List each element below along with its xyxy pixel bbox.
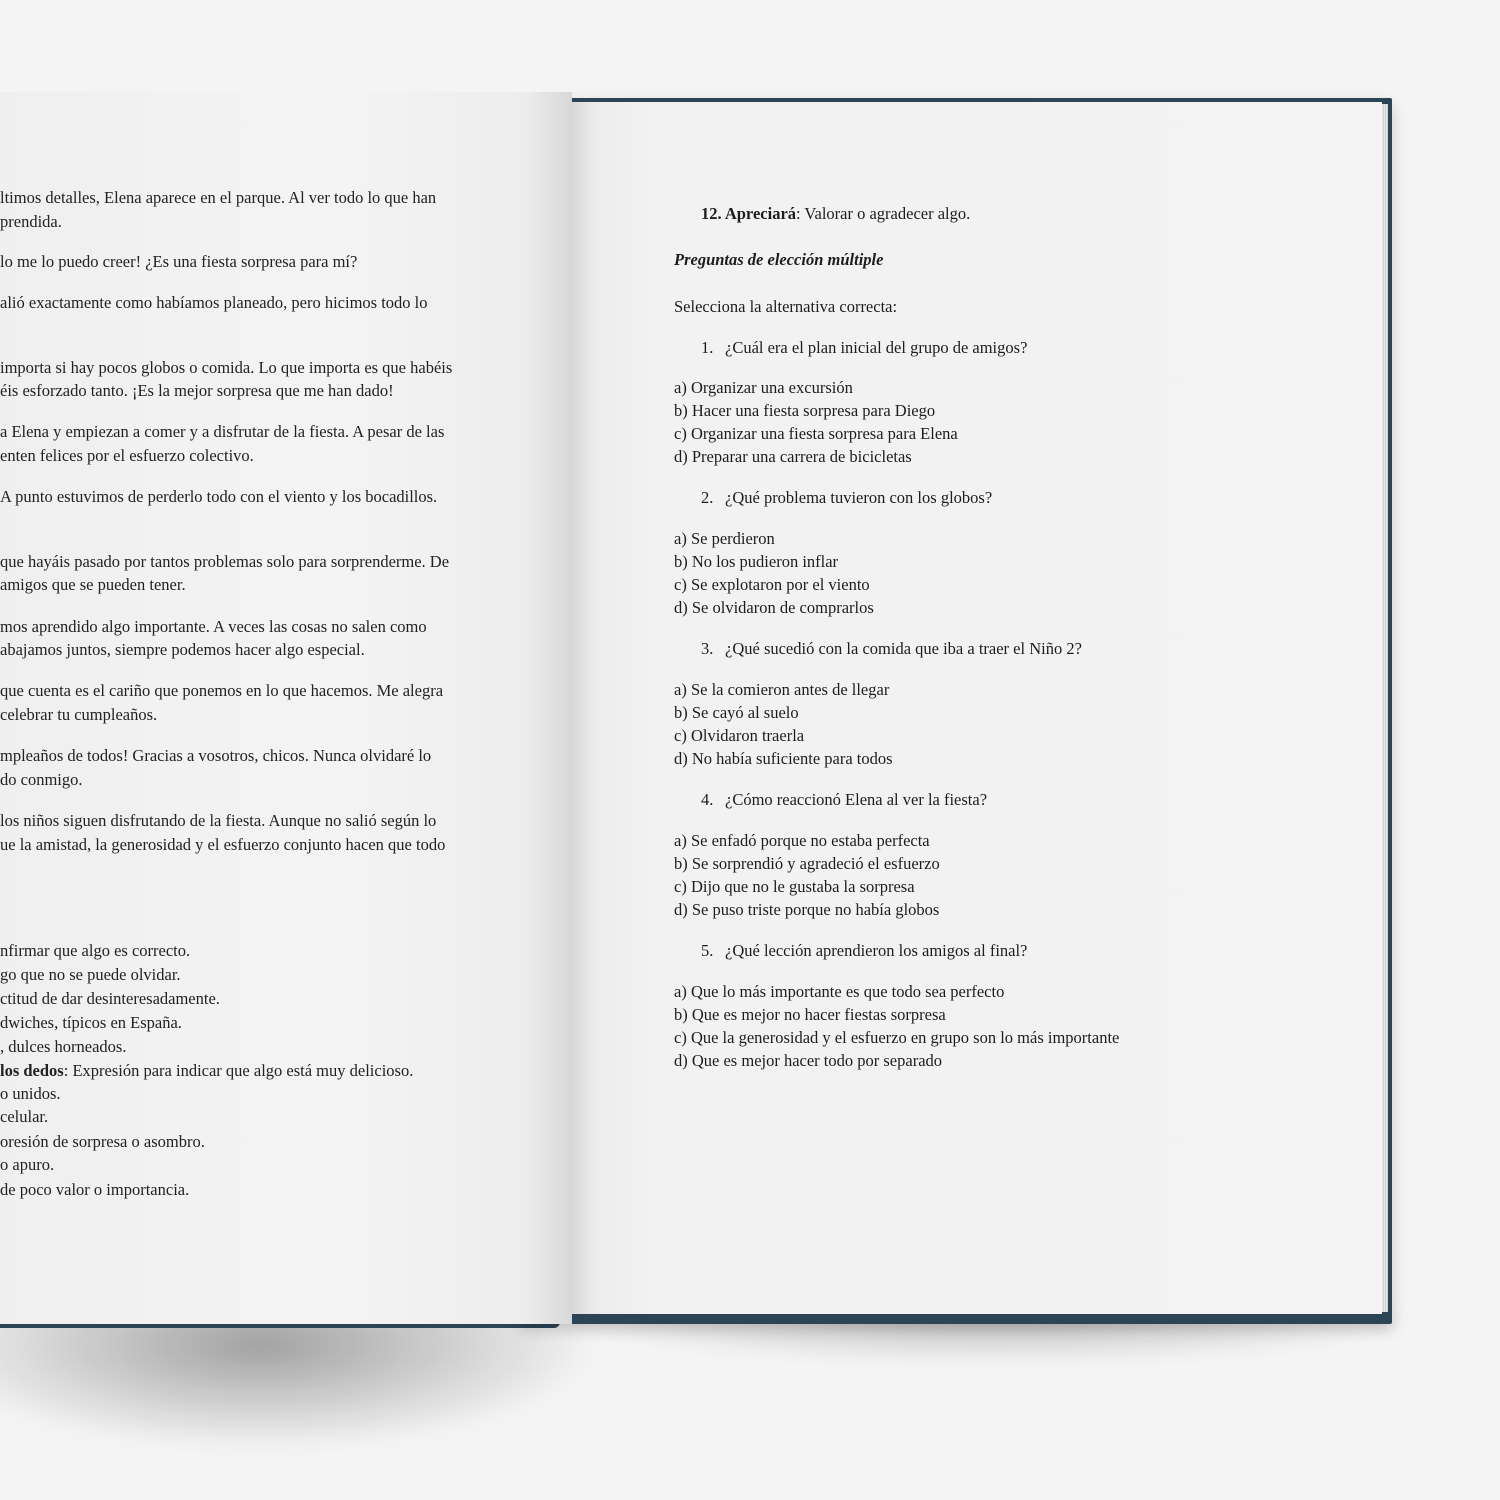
- vocab-term: 12. Apreciará: [701, 204, 797, 223]
- answer-option: d) Se olvidaron de comprarlos: [674, 598, 874, 617]
- question-1: [701, 338, 1027, 358]
- left-line: alió exactamente como habíamos planeado, pero hicimos todo lo: [0, 293, 428, 312]
- left-line: do conmigo.: [0, 770, 83, 789]
- question-number: 5.: [701, 941, 714, 960]
- left-line: de poco valor o importancia.: [0, 1180, 190, 1199]
- answer-option: d) Se puso triste porque no había globos: [674, 900, 940, 919]
- answer-option: b) Hacer una fiesta sorpresa para Diego: [674, 401, 936, 420]
- vocab-definition: : Expresión para indicar que algo está muy delicioso.: [63, 1061, 414, 1080]
- answer-option: c) Organizar una fiesta sorpresa para Elena: [674, 424, 958, 443]
- question-text: ¿Cuál era el plan inicial del grupo de amigos?: [725, 338, 1028, 357]
- answer-option: a) Se enfadó porque no estaba perfecta: [674, 831, 930, 850]
- left-line: celebrar tu cumpleaños.: [0, 705, 158, 724]
- left-line: oresión de sorpresa o asombro.: [0, 1132, 205, 1151]
- answer-option: d) Preparar una carrera de bicicletas: [674, 447, 912, 466]
- page-edges: [1382, 104, 1388, 1312]
- question-number: 4.: [701, 790, 714, 809]
- answer-option: d) No había suficiente para todos: [674, 749, 893, 768]
- answer-option: c) Se explotaron por el viento: [674, 575, 870, 594]
- left-line: o unidos.: [0, 1084, 61, 1103]
- left-line: go que no se puede olvidar.: [0, 965, 181, 984]
- left-page: [0, 92, 572, 1324]
- left-line: mos aprendido algo importante. A veces las cosas no salen como: [0, 617, 427, 636]
- left-line: [0, 1061, 413, 1081]
- left-line: lo me lo puedo creer! ¿Es una fiesta sorpresa para mí?: [0, 252, 358, 271]
- answer-option: d) Que es mejor hacer todo por separado: [674, 1051, 943, 1070]
- answer-option: b) Se cayó al suelo: [674, 703, 799, 722]
- question-5: [701, 941, 1027, 961]
- answer-option: a) Organizar una excursión: [674, 378, 853, 397]
- question-text: ¿Qué sucedió con la comida que iba a traer el Niño 2?: [725, 639, 1082, 658]
- left-line: que hayáis pasado por tantos problemas solo para sorprenderme. De: [0, 552, 450, 571]
- left-line: o apuro.: [0, 1155, 55, 1174]
- left-line: , dulces horneados.: [0, 1037, 127, 1056]
- left-line: ue la amistad, la generosidad y el esfuerzo conjunto hacen que todo: [0, 835, 446, 854]
- answer-option: c) Dijo que no le gustaba la sorpresa: [674, 877, 915, 896]
- question-4: [701, 790, 987, 810]
- question-text: ¿Qué lección aprendieron los amigos al final?: [725, 941, 1028, 960]
- section-title: [674, 250, 883, 270]
- answer-option: b) No los pudieron inflar: [674, 552, 839, 571]
- question-text: ¿Cómo reaccionó Elena al ver la fiesta?: [725, 790, 988, 809]
- left-line: abajamos juntos, siempre podemos hacer algo especial.: [0, 640, 365, 659]
- answer-option: a) Que lo más importante es que todo sea perfecto: [674, 982, 1005, 1001]
- answer-option: b) Que es mejor no hacer fiestas sorpresa: [674, 1005, 946, 1024]
- answer-option: a) Se perdieron: [674, 529, 775, 548]
- question-2: [701, 488, 992, 508]
- left-line: amigos que se pueden tener.: [0, 575, 186, 594]
- vocab-term: los dedos: [0, 1061, 64, 1080]
- question-number: 1.: [701, 338, 714, 357]
- left-line: los niños siguen disfrutando de la fiesta. Aunque no salió según lo: [0, 811, 437, 830]
- answer-option: b) Se sorprendió y agradeció el esfuerzo: [674, 854, 940, 873]
- left-line: mpleaños de todos! Gracias a vosotros, chicos. Nunca olvidaré lo: [0, 746, 432, 765]
- instruction-text: Selecciona la alternativa correcta:: [674, 297, 898, 316]
- vocab-item-12: [701, 204, 970, 224]
- section-title-text: Preguntas de elección múltiple: [674, 250, 884, 269]
- left-line: que cuenta es el cariño que ponemos en lo que hacemos. Me alegra: [0, 681, 444, 700]
- left-line: éis esforzado tanto. ¡Es la mejor sorpresa que me han dado!: [0, 381, 394, 400]
- left-line: importa si hay pocos globos o comida. Lo que importa es que habéis: [0, 358, 453, 377]
- answer-option: c) Olvidaron traerla: [674, 726, 805, 745]
- left-line: ltimos detalles, Elena aparece en el parque. Al ver todo lo que han: [0, 188, 437, 207]
- question-text: ¿Qué problema tuvieron con los globos?: [725, 488, 993, 507]
- answer-option: c) Que la generosidad y el esfuerzo en grupo son lo más importante: [674, 1028, 1120, 1047]
- vocab-definition: : Valorar o agradecer algo.: [796, 204, 971, 223]
- left-line: dwiches, típicos en España.: [0, 1013, 182, 1032]
- question-3: [701, 639, 1082, 659]
- answer-option: a) Se la comieron antes de llegar: [674, 680, 890, 699]
- left-line: enten felices por el esfuerzo colectivo.: [0, 446, 254, 465]
- question-number: 3.: [701, 639, 714, 658]
- left-line: nfirmar que algo es correcto.: [0, 941, 191, 960]
- left-line: A punto estuvimos de perderlo todo con el viento y los bocadillos.: [0, 487, 438, 506]
- left-line: ctitud de dar desinteresadamente.: [0, 989, 220, 1008]
- left-line: celular.: [0, 1107, 49, 1126]
- left-line: a Elena y empiezan a comer y a disfrutar de la fiesta. A pesar de las: [0, 422, 445, 441]
- question-number: 2.: [701, 488, 714, 507]
- left-line: prendida.: [0, 212, 62, 231]
